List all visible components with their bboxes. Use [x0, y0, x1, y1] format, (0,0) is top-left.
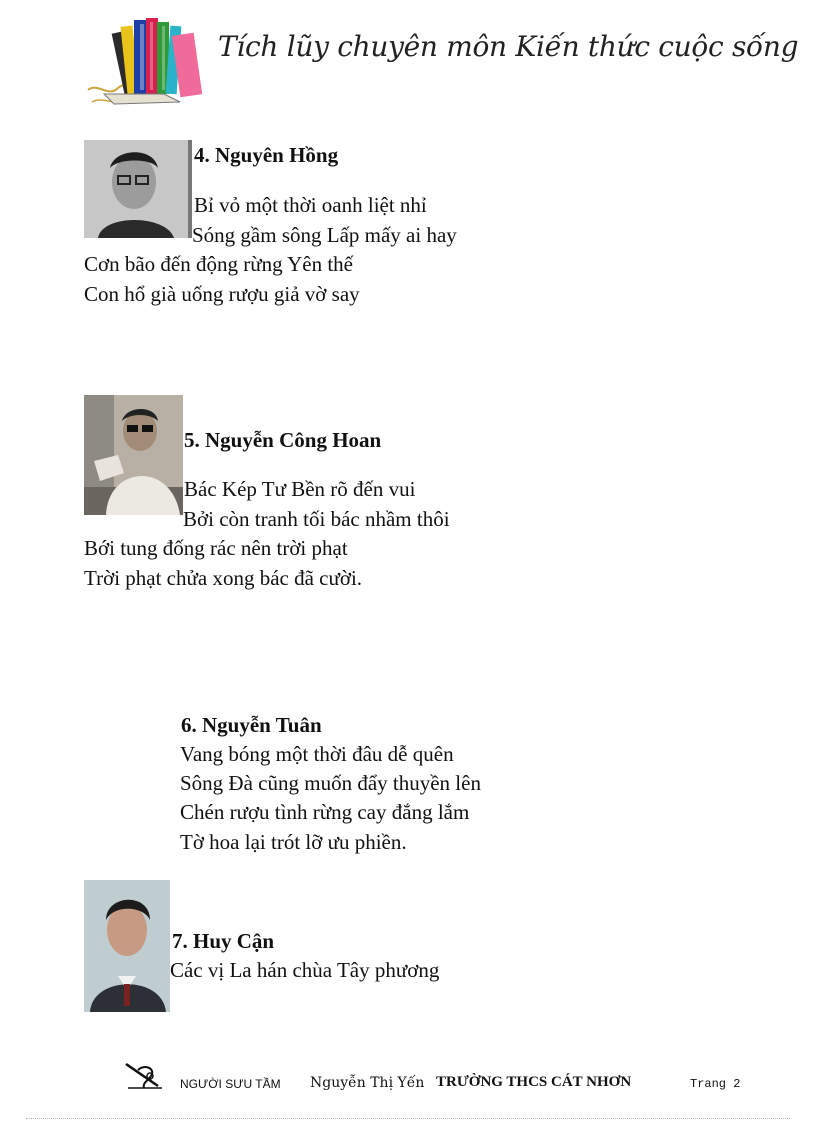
poem-line: Sóng gầm sông Lấp mấy ai hay — [192, 223, 457, 247]
section-heading: 4. Nguyên Hồng — [194, 143, 339, 167]
page-title: Tích lũy chuyên môn Kiến thức cuộc sống — [218, 30, 799, 63]
poem-line: Bởi còn tranh tối bác nhầm thôi — [183, 507, 450, 531]
poem-line: Tờ hoa lại trót lỡ ưu phiền. — [180, 830, 407, 854]
collector-name: Nguyễn Thị Yến — [310, 1075, 425, 1091]
poem-line: Vang bóng một thời đâu dễ quên — [180, 742, 454, 766]
footer-divider — [26, 1118, 790, 1119]
poem-line: Trời phạt chửa xong bác đã cười. — [84, 566, 363, 590]
section-heading: 7. Huy Cận — [172, 929, 275, 953]
page-number: Trang 2 — [690, 1077, 741, 1091]
poem-line: Bỉ vỏ một thời oanh liệt nhỉ — [194, 193, 427, 217]
portrait-nguyen-hong-icon — [84, 140, 192, 238]
poem-line: Cơn bão đến động rừng Yên thế — [84, 252, 353, 276]
poem-line: Bác Kép Tư Bền rõ đến vui — [184, 477, 416, 501]
pen-writing-icon — [122, 1060, 166, 1092]
poem-line: Con hổ già uống rượu giả vờ say — [84, 282, 360, 306]
portrait-nguyen-cong-hoan-icon — [84, 395, 183, 515]
section-heading: 5. Nguyễn Công Hoan — [184, 428, 382, 452]
poem-line: Bới tung đống rác nên trời phạt — [84, 536, 348, 560]
section-heading: 6. Nguyễn Tuân — [181, 713, 322, 737]
portrait-huy-can-icon — [84, 880, 170, 1012]
poem-line: Các vị La hán chùa Tây phương — [170, 958, 440, 982]
poem-line: Chén rượu tình rừng cay đắng lắm — [180, 800, 470, 824]
books-stack-icon — [84, 12, 206, 108]
poem-line: Sông Đà cũng muốn đẩy thuyền lên — [180, 771, 481, 795]
collector-label: NGƯỜI SƯU TẦM — [180, 1077, 281, 1091]
school-name: TRƯỜNG THCS CÁT NHƠN — [436, 1074, 632, 1090]
